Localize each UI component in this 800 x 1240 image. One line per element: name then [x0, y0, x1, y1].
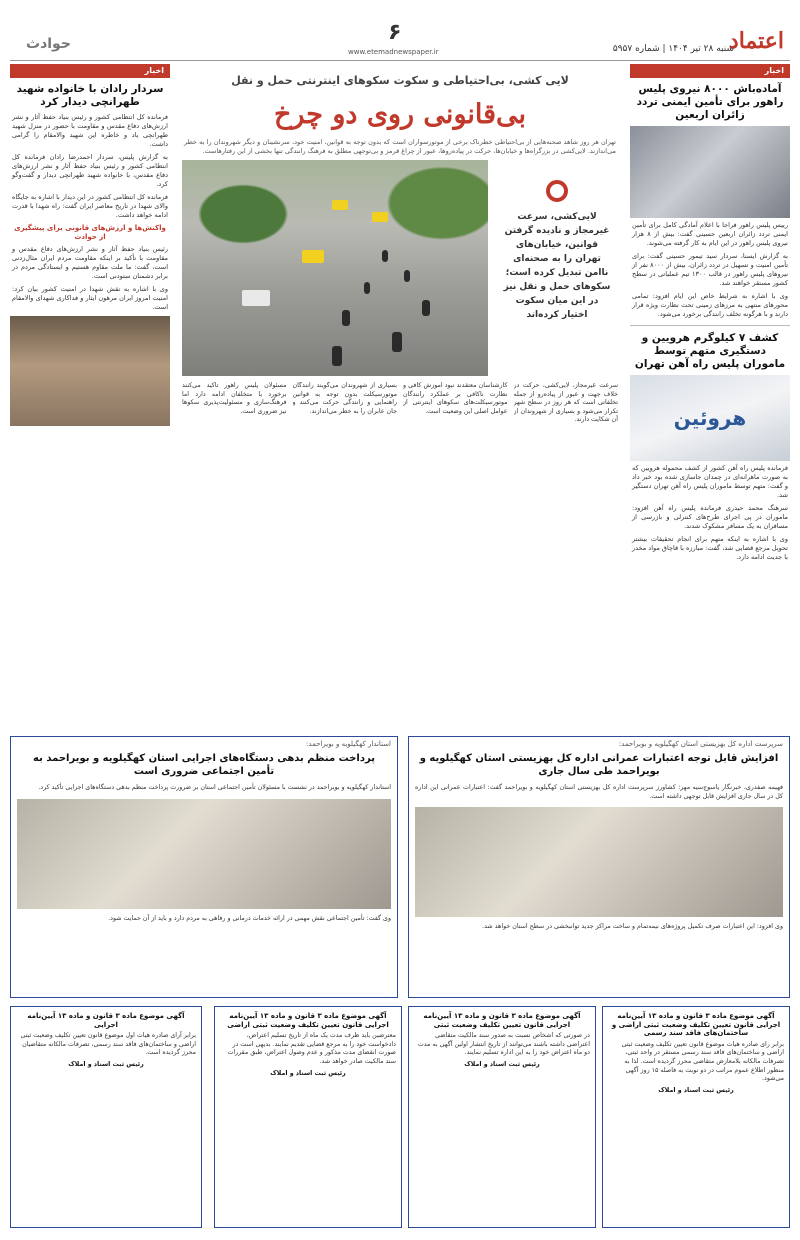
white-car — [242, 290, 270, 306]
box-headline: پرداخت منظم بدهی دستگاه‌های اجرایی استان کهگیلویه و بویراحمد به تأمین اجتماعی ضروری است — [33, 753, 375, 777]
news-tag: اخبار — [10, 64, 170, 78]
left-news-column — [10, 64, 170, 730]
motorcycle-traffic-photo — [182, 160, 488, 376]
bottom-section — [10, 736, 790, 1234]
main-story — [176, 64, 624, 730]
story-headline: کشف ۷ کیلوگرم هرویین و دستگیری متهم توسط ماموران پلیس راه آهن تهران — [634, 332, 786, 370]
meeting-photo — [10, 316, 170, 426]
story-body — [182, 382, 618, 728]
story-paragraph: فرمانده کل انتظامی کشور و رئیس بنیاد حفظ آثار و نشر ارزش‌های دفاع مقدس و مقاومت با حضور در منزل شهید طهرانچی یاد و خاطره این شهید والامقام را گرامی داشت. — [12, 113, 168, 148]
box-paragraph: وی گفت: تأمین اجتماعی نقش مهمی در ارائه خدمات درمانی و رفاهی به مردم دارد و باید از آن حمایت شود. — [108, 914, 391, 922]
right-news-column — [630, 64, 790, 730]
motorcycle — [422, 300, 430, 316]
box-kicker: استاندار کهگیلویه و بویراحمد: — [306, 740, 391, 748]
story-column: مسئولان پلیس راهور تأکید می‌کنند برخورد با متخلفان ادامه دارد اما فرهنگ‌سازی و مسئولیت‌پذیری سکوها نیز ضروری است. — [182, 382, 287, 415]
motorcycle — [364, 282, 370, 294]
header-divider — [10, 60, 790, 61]
news-tag: اخبار — [630, 64, 790, 78]
story-column: کارشناسان معتقدند نبود آموزش کافی و نظارت ناکافی بر عملکرد رانندگان موتورسیکلت‌های سکوهای اینترنتی از عوامل اصلی این وضعیت است. — [403, 382, 508, 415]
photo-label: هروئین — [673, 405, 747, 430]
box-paragraph: وی افزود: این اعتبارات صرف تکمیل پروژه‌های نیمه‌تمام و ساخت مراکز جدید توانبخشی در سطح استان خواهد شد. — [482, 923, 783, 931]
masthead — [10, 20, 790, 60]
story-paragraph: وی با اشاره به نقش شهدا در امنیت کشور بیان کرد: امنیت امروز ایران مرهون ایثار و فداکاری شهدای والامقام است. — [12, 285, 168, 311]
welfare-news-box — [408, 736, 790, 998]
site-url[interactable]: www.etemadnewspaper.ir — [348, 48, 439, 56]
story-paragraph: به گزارش ایسنا، سردار سید تیمور حسینی گفت: برای تأمین امنیت و تسهیل در تردد زائران، بیش از ۸۰۰۰ نفر از نیروهای پلیس راهور در قالب ۱۳۰۰ تیم عملیاتی در سطح کشور مستقر خواهند شد. — [632, 252, 789, 287]
legal-notice — [602, 1006, 790, 1228]
page-number: ۶ — [388, 20, 402, 45]
story-headline: سردار رادان با خانواده شهید طهرانچی دیدار کرد — [16, 83, 164, 108]
heroin-package-photo — [630, 375, 790, 461]
pull-quote-box — [496, 160, 618, 376]
story-paragraph: وی با اشاره به اینکه متهم برای انجام تحقیقات بیشتر تحویل مرجع قضایی شد، گفت: مبارزه با قاچاق مواد مخدر با جدیت ادامه دارد. — [632, 535, 788, 561]
motorcycle — [392, 332, 402, 352]
story-kicker: لایی کشی، بی‌احتیاطی و سکوت سکوهای اینترنتی حمل و نقل — [231, 74, 569, 87]
meeting-photo — [17, 799, 391, 909]
story-headline: بی‌قانونی روی دو چرخ — [273, 99, 527, 130]
motorcycle — [332, 346, 342, 366]
notice-body: معترضین باید ظرف مدت یک ماه از تاریخ تسلیم اعتراض، دادخواست خود را به مرجع قضایی تقدیم نمایند. بدیهی است در صورت انقضای مدت مذکور و عدم وصول اعتراض، طبق مقررات سند مالکیت صادر خواهد شد. — [227, 1032, 396, 1065]
divider — [630, 325, 790, 326]
story-paragraph: رییس پلیس راهور فراجا با اعلام آمادگی کامل برای تأمین ایمنی تردد زائران اربعین حسینی گفت: بیش از ۸ هزار نیروی پلیس راهور در این ایام به کار گرفته می‌شوند. — [632, 221, 788, 247]
governor-news-box — [10, 736, 398, 998]
story-paragraph: فرمانده پلیس راه آهن کشور از کشف محموله هرویین که به صورت ماهرانه‌ای در چمدان جاسازی شده بود خبر داد و گفت: متهم توسط ماموران پلیس راه آهن تهران دستگیر شد. — [632, 464, 788, 499]
box-kicker: سرپرست اداره کل بهزیستی استان کهگیلویه و بویراحمد: — [618, 740, 783, 748]
police-chief-photo — [630, 126, 790, 218]
pull-quote: لایی‌کشی، سرعت غیرمجاز و نادیده گرفتن قوانین، خیابان‌های تهران را به صحنه‌ای ناامن تبدیل کرده است؛ سکوهای حمل و نقل نیز در این میان سکوت اختیار کرده‌اند — [503, 212, 611, 320]
notice-body: برابر رای صادره هیات موضوع قانون تعیین تکلیف وضعیت ثبتی اراضی و ساختمان‌های فاقد سند رسمی مستقر در واحد ثبتی، تصرفات مالکانه بلامعارض متقاضی محرز گردیده است. لذا به منظور اطلاع عموم مراتب در دو نوبت به فاصله ۱۵ روز آگهی می‌شود. — [621, 1040, 784, 1083]
box-paragraph: فهیمه صفدری، خبرنگار یاسوج‌سیه مهر: کشاورز سرپرست اداره کل بهزیستی استان کهگیلویه و بویراحمد گفت: اعتبارات عمرانی این اداره کل در سال جاری افزایش قابل توجهی داشته است. — [415, 784, 783, 800]
story-paragraph: رئیس بنیاد حفظ آثار و نشر ارزش‌های دفاع مقدس و مقاومت با تأکید بر اینکه مقاومت مردم ایران مثال‌زدنی است، گفت: ما ملت مقاوم هستیم و ایستادگی مردم در برابر دشمنان ستودنی است. — [12, 245, 168, 280]
meeting-photo — [415, 807, 783, 917]
notice-body: برابر آرای صادره هیات اول موضوع قانون تعیین تکلیف وضعیت ثبتی اراضی و ساختمان‌های فاقد سند رسمی، تصرفات مالکانه متقاضیان محرز گردیده است. — [20, 1032, 196, 1057]
box-headline: افزایش قابل توجه اعتبارات عمرانی اداره کل بهزیستی استان کهگیلویه و بویراحمد طی سال جاری — [419, 753, 779, 777]
notice-title: آگهی موضوع ماده ۳ قانون و ماده ۱۳ آیین‌نامه اجرایی قانون تعیین تکلیف وضعیت ثبتی — [423, 1012, 581, 1029]
legal-notice — [10, 1006, 202, 1228]
story-column: سرعت غیرمجاز، لایی‌کشی، حرکت در خلاف جهت و عبور از پیاده‌رو از جمله تخلفاتی است که هر روز در سطح شهر تکرار می‌شود و بسیاری از شهروندان از آن شکایت دارند. — [513, 382, 618, 424]
story-paragraph: سرهنگ محمد حیدری فرمانده پلیس راه آهن افزود: ماموران در پی اجرای طرح‌های کنترلی و بازرسی از مسافران به یک مسافر مشکوک شدند. — [632, 504, 788, 530]
notice-signature: رئیس ثبت اسناد و املاک — [658, 1086, 734, 1094]
story-lead: تهران هر روز شاهد صحنه‌هایی از بی‌احتیاطی خطرناک برخی از موتورسواران است که بدون توجه به قوانین، امنیت خود، سرنشینان و دیگر شهروندان را به خطر می‌اندازند. لایی‌کشی در بزرگراه‌ها و خیابان‌ها، حرکت در پیاده‌روها، عبور از چراغ قرمز و بی‌توجهی مطلق به فرهنگ رانندگی تنها بخشی از این رفتارهاست. — [184, 138, 616, 155]
notice-title: آگهی موضوع ماده ۳ قانون و ماده ۱۳ آیین‌نامه اجرایی — [27, 1012, 185, 1029]
taxi-car — [302, 250, 324, 263]
legal-notice — [214, 1006, 402, 1228]
notice-signature: رئیس ثبت اسناد و املاک — [464, 1060, 540, 1068]
section-title: حوادث — [26, 36, 71, 52]
box-paragraph: استاندار کهگیلویه و بویراحمد در نشست با مسئولان تأمین اجتماعی استان بر ضرورت پرداخت منظم بدهی دستگاه‌های اجرایی تأکید کرد. — [38, 784, 391, 791]
motorcycle — [342, 310, 350, 326]
notice-title: آگهی موضوع ماده ۳ قانون و ماده ۱۳ آیین‌نامه اجرایی قانون تعیین تکلیف وضعیت ثبتی اراضی و ساختمان‌های فاقد سند رسمی — [611, 1012, 781, 1038]
issue-date: شنبه ۲۸ تیر ۱۴۰۴ | شماره ۵۹۵۷ — [612, 44, 734, 54]
story-subhead: واکنش‌ها و ارزش‌های قانونی برای پیشگیری از حوادث — [14, 224, 166, 241]
taxi-car — [332, 200, 348, 210]
story-paragraph: وی با اشاره به شرایط خاص این ایام افزود: تمامی محورهای منتهی به مرزهای زمینی تحت نظارت ویژه قرار دارند و با هرگونه تخلف رانندگی برخورد می‌شود. — [632, 292, 788, 318]
notice-signature: رئیس ثبت اسناد و املاک — [270, 1069, 346, 1077]
story-headline: آماده‌باش ۸۰۰۰ نیروی پلیس راهور برای تأمین ایمنی تردد زائران اربعین — [636, 83, 784, 121]
story-column: بسیاری از شهروندان می‌گویند رانندگان موتورسیکلت بدون توجه به قوانین راهنمایی و رانندگی حرکت می‌کنند و جان عابران را به خطر می‌اندازند. — [292, 382, 397, 415]
notice-body: در صورتی که اشخاص نسبت به صدور سند مالکیت متقاضی اعتراضی داشته باشند می‌توانند از تاریخ انتشار اولین آگهی به مدت دو ماه اعتراض خود را به این اداره تسلیم نمایند. — [417, 1032, 590, 1057]
quote-icon — [546, 180, 568, 202]
story-paragraph: فرمانده کل انتظامی کشور در این دیدار با اشاره به جایگاه والای شهدا در تاریخ معاصر ایران گفت: راه شهدا با قدرت ادامه خواهد داشت. — [12, 193, 168, 219]
motorcycle — [382, 250, 388, 262]
taxi-car — [372, 212, 388, 222]
story-paragraph: به گزارش پلیس، سردار احمدرضا رادان فرمانده کل انتظامی کشور و رئیس بنیاد حفظ آثار و نشر ارزش‌های دفاع مقدس، با خانواده شهید طهرانچی دیدار و گفت‌وگو کرد. — [12, 153, 168, 188]
motorcycle — [404, 270, 410, 282]
legal-notice — [408, 1006, 596, 1228]
notice-signature: رئیس ثبت اسناد و املاک — [68, 1060, 144, 1068]
notice-title: آگهی موضوع ماده ۳ قانون و ماده ۱۳ آیین‌نامه اجرایی قانون تعیین تکلیف وضعیت ثبتی اراضی — [227, 1012, 389, 1029]
newspaper-logo: اعتماد — [728, 28, 784, 54]
